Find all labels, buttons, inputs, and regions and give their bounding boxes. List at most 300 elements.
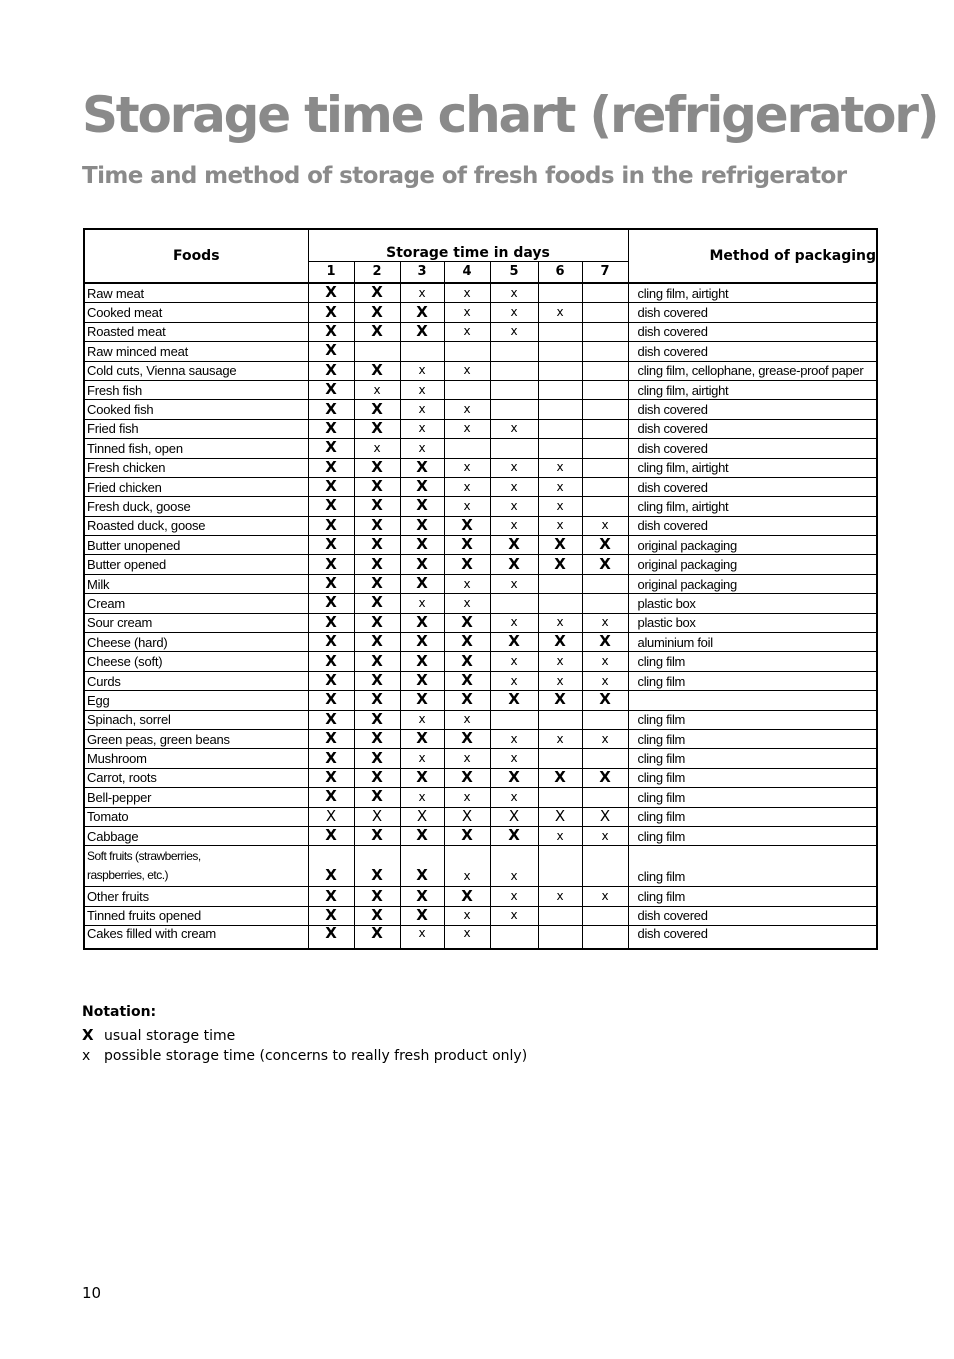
day-5-cell xyxy=(490,749,538,768)
usual-storage-mark: X xyxy=(416,496,428,515)
table-row xyxy=(84,555,877,574)
day-2-cell xyxy=(354,846,400,887)
usual-storage-mark: X xyxy=(325,632,337,651)
day-4-cell xyxy=(444,497,490,516)
day-4-cell xyxy=(444,439,490,458)
table-row xyxy=(84,846,877,887)
usual-storage-mark: X xyxy=(325,748,337,767)
usual-storage-mark: X xyxy=(325,283,337,302)
day-3-cell xyxy=(400,749,444,768)
usual-storage-mark: X xyxy=(554,690,566,709)
day-1-cell xyxy=(308,887,354,906)
food-name: Fried fish xyxy=(84,419,308,438)
packaging-method: dish covered xyxy=(628,322,877,341)
day-7-cell xyxy=(582,846,628,887)
day-6-cell xyxy=(538,439,582,458)
day-1-cell xyxy=(308,671,354,690)
day-2-cell xyxy=(354,671,400,690)
day-6-cell xyxy=(538,633,582,652)
packaging-method: aluminium foil xyxy=(628,633,877,652)
day-1-cell xyxy=(308,768,354,787)
usual-storage-mark: X xyxy=(325,361,337,379)
day-4-cell xyxy=(444,594,490,613)
packaging-method: cling film, airtight xyxy=(628,380,877,399)
possible-storage-mark: x xyxy=(510,869,518,884)
food-name: Carrot, roots xyxy=(84,768,308,787)
day-1-cell xyxy=(308,322,354,341)
usual-storage-mark: X xyxy=(508,554,520,573)
table-row xyxy=(84,574,877,593)
food-name: Tinned fruits opened xyxy=(84,906,308,925)
usual-storage-mark: X xyxy=(371,302,383,321)
food-name: Fresh chicken xyxy=(84,458,308,477)
usual-storage-mark: X xyxy=(325,302,337,321)
usual-storage-mark: X xyxy=(325,787,337,806)
usual-storage-mark: X xyxy=(325,322,337,340)
usual-storage-mark: X xyxy=(371,419,383,437)
usual-storage-mark: X xyxy=(416,886,428,905)
possible-storage-symbol: x xyxy=(82,1048,91,1064)
table-row xyxy=(84,926,877,950)
packaging-method: cling film xyxy=(628,788,877,807)
usual-storage-mark: X xyxy=(371,671,383,689)
usual-storage-mark: X xyxy=(371,477,383,496)
usual-storage-mark: X xyxy=(371,632,383,651)
day-1-cell xyxy=(308,380,354,399)
day-2-cell xyxy=(354,303,400,322)
day-6-cell xyxy=(538,594,582,613)
day-6-cell xyxy=(538,400,582,419)
usual-storage-mark: X xyxy=(325,516,337,534)
day-5-cell xyxy=(490,574,538,593)
day-5-cell xyxy=(490,691,538,710)
usual-storage-mark: X xyxy=(416,768,428,786)
day-5-cell xyxy=(490,536,538,555)
day-1-cell xyxy=(308,788,354,807)
food-name: Cream xyxy=(84,594,308,613)
usual-storage-mark: X xyxy=(371,906,383,924)
day-3-cell xyxy=(400,906,444,925)
day-4-cell xyxy=(444,419,490,438)
day-1-cell xyxy=(308,807,354,826)
usual-storage-mark: X xyxy=(371,866,383,885)
possible-storage-mark: x xyxy=(463,479,471,494)
day-7-cell xyxy=(582,594,628,613)
food-name: Cakes filled with cream xyxy=(84,926,308,950)
usual-storage-mark: X xyxy=(371,322,383,340)
possible-storage-mark: x xyxy=(556,615,564,630)
day-3-cell xyxy=(400,439,444,458)
table-row xyxy=(84,536,877,555)
day-7-cell xyxy=(582,633,628,652)
food-name: Tinned fish, open xyxy=(84,439,308,458)
food-name-line: Soft fruits (strawberries, xyxy=(87,849,201,864)
possible-storage-mark: x xyxy=(601,673,609,688)
usual-storage-mark: X xyxy=(325,535,337,554)
day-1-cell xyxy=(308,555,354,574)
possible-storage-mark: x xyxy=(418,285,426,300)
food-name: Green peas, green beans xyxy=(84,729,308,748)
usual-storage-mark: X xyxy=(371,651,383,670)
day-6-cell xyxy=(538,710,582,729)
day-1-cell xyxy=(308,303,354,322)
page-subtitle: Time and method of storage of fresh foods in the refrigerator xyxy=(82,163,847,189)
day-5-cell xyxy=(490,419,538,438)
usual-storage-mark: X xyxy=(371,283,383,302)
day-header: 4 xyxy=(444,261,490,283)
day-4-cell xyxy=(444,303,490,322)
packaging-method: plastic box xyxy=(628,594,877,613)
day-4-cell xyxy=(444,906,490,925)
table-row xyxy=(84,380,877,399)
possible-storage-mark: x xyxy=(510,498,518,513)
storage-time-table xyxy=(83,228,878,950)
possible-storage-mark: x xyxy=(463,869,471,884)
food-name: Raw meat xyxy=(84,283,308,303)
table-row xyxy=(84,458,877,477)
day-5-cell xyxy=(490,303,538,322)
food-name xyxy=(84,846,308,887)
usual-storage-mark: X xyxy=(371,535,383,554)
day-6-cell xyxy=(538,613,582,632)
day-3-cell xyxy=(400,458,444,477)
possible-storage-mark: x xyxy=(463,712,471,727)
table-row xyxy=(84,400,877,419)
day-6-cell xyxy=(538,361,582,380)
possible-storage-mark: x xyxy=(601,828,609,843)
day-4-cell xyxy=(444,710,490,729)
possible-storage-mark: x xyxy=(463,460,471,475)
food-name: Fresh fish xyxy=(84,380,308,399)
usual-storage-mark: X xyxy=(325,593,337,612)
day-2-cell xyxy=(354,322,400,341)
day-1-cell xyxy=(308,729,354,748)
day-5-cell xyxy=(490,497,538,516)
usual-storage-mark: X xyxy=(371,768,383,786)
packaging-method: cling film, airtight xyxy=(628,458,877,477)
possible-storage-mark: x xyxy=(556,479,564,494)
usual-storage-mark: X xyxy=(371,807,383,825)
possible-storage-mark: x xyxy=(601,518,609,533)
day-7-cell xyxy=(582,768,628,787)
packaging-method: cling film xyxy=(628,846,877,887)
day-2-cell xyxy=(354,497,400,516)
possible-storage-mark: x xyxy=(601,731,609,746)
day-4-cell xyxy=(444,749,490,768)
usual-storage-mark: X xyxy=(461,613,473,631)
usual-storage-mark: X xyxy=(508,807,520,825)
day-6-cell xyxy=(538,691,582,710)
day-1-cell xyxy=(308,652,354,671)
usual-storage-mark: X xyxy=(371,710,383,728)
usual-storage-mark: X xyxy=(554,807,566,825)
packaging-method: dish covered xyxy=(628,439,877,458)
table-row xyxy=(84,633,877,652)
possible-storage-mark: x xyxy=(556,828,564,843)
usual-storage-mark: X xyxy=(371,826,383,845)
day-1-cell xyxy=(308,613,354,632)
table-row xyxy=(84,691,877,710)
day-5-cell xyxy=(490,380,538,399)
usual-storage-mark: X xyxy=(461,651,473,670)
food-name: Bell-pepper xyxy=(84,788,308,807)
day-1-cell xyxy=(308,361,354,380)
day-header: 5 xyxy=(490,261,538,283)
day-3-cell xyxy=(400,516,444,535)
usual-storage-mark: X xyxy=(599,768,611,786)
day-7-cell xyxy=(582,788,628,807)
day-6-cell xyxy=(538,283,582,303)
day-2-cell xyxy=(354,342,400,361)
usual-storage-mark: X xyxy=(325,651,337,670)
usual-storage-mark: X xyxy=(371,690,383,709)
usual-storage-mark: X xyxy=(371,787,383,806)
day-2-cell xyxy=(354,710,400,729)
day-7-cell xyxy=(582,906,628,925)
day-1-cell xyxy=(308,536,354,555)
usual-storage-mark: X xyxy=(599,690,611,709)
usual-storage-mark: X xyxy=(508,826,520,845)
day-header: 2 xyxy=(354,261,400,283)
possible-storage-mark: x xyxy=(418,926,426,941)
day-7-cell xyxy=(582,283,628,303)
day-7-cell xyxy=(582,322,628,341)
usual-storage-mark: X xyxy=(461,671,473,689)
day-4-cell xyxy=(444,729,490,748)
possible-storage-mark: x xyxy=(418,421,426,436)
day-5-cell xyxy=(490,361,538,380)
day-4-cell xyxy=(444,322,490,341)
day-2-cell xyxy=(354,826,400,845)
usual-storage-mark: X xyxy=(416,613,428,631)
day-3-cell xyxy=(400,283,444,303)
day-2-cell xyxy=(354,887,400,906)
usual-storage-mark: X xyxy=(371,361,383,379)
day-5-cell xyxy=(490,477,538,496)
storage-time-header: Storage time in days xyxy=(308,229,628,261)
possible-storage-mark: x xyxy=(463,576,471,591)
day-3-cell xyxy=(400,477,444,496)
packaging-method: cling film xyxy=(628,749,877,768)
usual-storage-mark: X xyxy=(371,496,383,515)
table-row xyxy=(84,729,877,748)
packaging-method: cling film xyxy=(628,729,877,748)
day-2-cell xyxy=(354,536,400,555)
day-5-cell xyxy=(490,788,538,807)
usual-storage-mark: X xyxy=(371,516,383,534)
day-5-cell xyxy=(490,322,538,341)
day-2-cell xyxy=(354,594,400,613)
usual-storage-symbol: X xyxy=(82,1026,94,1044)
page-title: Storage time chart (refrigerator) xyxy=(82,86,938,144)
day-1-cell xyxy=(308,458,354,477)
food-name: Butter opened xyxy=(84,555,308,574)
notation-legend xyxy=(82,1004,527,1068)
usual-storage-mark: X xyxy=(416,302,428,321)
table-row xyxy=(84,361,877,380)
usual-storage-mark: X xyxy=(461,807,473,825)
day-6-cell xyxy=(538,516,582,535)
food-name: Sour cream xyxy=(84,613,308,632)
day-4-cell xyxy=(444,652,490,671)
day-4-cell xyxy=(444,633,490,652)
day-5-cell xyxy=(490,516,538,535)
table-row xyxy=(84,477,877,496)
possible-storage-mark: x xyxy=(510,518,518,533)
possible-storage-mark: x xyxy=(510,479,518,494)
food-name: Fresh duck, goose xyxy=(84,497,308,516)
day-2-cell xyxy=(354,807,400,826)
day-header: 6 xyxy=(538,261,582,283)
usual-storage-mark: X xyxy=(599,807,611,825)
food-name: Mushroom xyxy=(84,749,308,768)
day-5-cell xyxy=(490,906,538,925)
table-row xyxy=(84,516,877,535)
day-5-cell xyxy=(490,671,538,690)
day-5-cell xyxy=(490,768,538,787)
day-6-cell xyxy=(538,555,582,574)
packaging-method: cling film, airtight xyxy=(628,497,877,516)
day-1-cell xyxy=(308,691,354,710)
day-5-cell xyxy=(490,807,538,826)
day-2-cell xyxy=(354,788,400,807)
day-4-cell xyxy=(444,846,490,887)
day-2-cell xyxy=(354,652,400,671)
possible-storage-mark: x xyxy=(418,363,426,378)
packaging-method xyxy=(628,691,877,710)
day-4-cell xyxy=(444,613,490,632)
possible-storage-mark: x xyxy=(463,926,471,941)
possible-storage-mark: x xyxy=(463,421,471,436)
usual-storage-mark: X xyxy=(325,341,337,360)
possible-storage-mark: x xyxy=(556,889,564,904)
day-3-cell xyxy=(400,613,444,632)
possible-storage-mark: x xyxy=(510,654,518,669)
day-7-cell xyxy=(582,926,628,950)
usual-storage-mark: X xyxy=(554,554,566,573)
day-6-cell xyxy=(538,342,582,361)
usual-storage-mark: X xyxy=(325,826,337,845)
day-5-cell xyxy=(490,400,538,419)
day-4-cell xyxy=(444,768,490,787)
page-number: 10 xyxy=(82,1284,102,1302)
day-1-cell xyxy=(308,439,354,458)
usual-storage-mark: X xyxy=(371,554,383,573)
table-row xyxy=(84,342,877,361)
usual-storage-mark: X xyxy=(508,690,520,709)
usual-storage-mark: X xyxy=(461,729,473,748)
day-6-cell xyxy=(538,729,582,748)
day-3-cell xyxy=(400,380,444,399)
possible-storage-mark: x xyxy=(418,382,426,397)
food-name: Cooked meat xyxy=(84,303,308,322)
usual-storage-mark: X xyxy=(416,690,428,709)
food-name: Cheese (hard) xyxy=(84,633,308,652)
day-2-cell xyxy=(354,574,400,593)
day-1-cell xyxy=(308,594,354,613)
day-3-cell xyxy=(400,633,444,652)
day-6-cell xyxy=(538,826,582,845)
day-2-cell xyxy=(354,458,400,477)
table-row xyxy=(84,303,877,322)
day-3-cell xyxy=(400,926,444,950)
usual-storage-mark: X xyxy=(416,729,428,748)
notation-text: usual storage time xyxy=(104,1028,236,1044)
packaging-method: dish covered xyxy=(628,419,877,438)
day-1-cell xyxy=(308,846,354,887)
table-body xyxy=(84,283,877,949)
day-6-cell xyxy=(538,652,582,671)
day-5-cell xyxy=(490,555,538,574)
table-row xyxy=(84,594,877,613)
packaging-method: dish covered xyxy=(628,516,877,535)
day-6-cell xyxy=(538,906,582,925)
food-name-line: raspberries, etc.) xyxy=(87,868,169,883)
usual-storage-mark: X xyxy=(416,906,428,924)
food-name: Curds xyxy=(84,671,308,690)
notation-item xyxy=(82,1028,527,1048)
day-3-cell xyxy=(400,361,444,380)
usual-storage-mark: X xyxy=(416,826,428,845)
packaging-method: cling film xyxy=(628,807,877,826)
day-2-cell xyxy=(354,926,400,950)
day-2-cell xyxy=(354,555,400,574)
day-4-cell xyxy=(444,536,490,555)
day-7-cell xyxy=(582,458,628,477)
day-7-cell xyxy=(582,652,628,671)
possible-storage-mark: x xyxy=(418,712,426,727)
day-5-cell xyxy=(490,729,538,748)
day-6-cell xyxy=(538,926,582,950)
day-7-cell xyxy=(582,516,628,535)
day-3-cell xyxy=(400,788,444,807)
packaging-method: original packaging xyxy=(628,536,877,555)
day-4-cell xyxy=(444,342,490,361)
possible-storage-mark: x xyxy=(373,440,381,455)
food-name: Cabbage xyxy=(84,826,308,845)
day-2-cell xyxy=(354,633,400,652)
usual-storage-mark: X xyxy=(371,593,383,612)
day-3-cell xyxy=(400,342,444,361)
table-row xyxy=(84,419,877,438)
day-2-cell xyxy=(354,419,400,438)
day-3-cell xyxy=(400,419,444,438)
day-3-cell xyxy=(400,555,444,574)
usual-storage-mark: X xyxy=(371,925,383,943)
possible-storage-mark: x xyxy=(510,615,518,630)
day-4-cell xyxy=(444,926,490,950)
day-2-cell xyxy=(354,768,400,787)
day-7-cell xyxy=(582,749,628,768)
possible-storage-mark: x xyxy=(510,789,518,804)
usual-storage-mark: X xyxy=(554,768,566,786)
day-3-cell xyxy=(400,497,444,516)
possible-storage-mark: x xyxy=(510,305,518,320)
day-1-cell xyxy=(308,749,354,768)
packaging-method: cling film, cellophane, grease-proof paper xyxy=(628,361,877,380)
notation-title: Notation: xyxy=(82,1004,157,1020)
day-7-cell xyxy=(582,691,628,710)
packaging-method: dish covered xyxy=(628,477,877,496)
day-7-cell xyxy=(582,400,628,419)
possible-storage-mark: x xyxy=(601,654,609,669)
table-row xyxy=(84,671,877,690)
day-1-cell xyxy=(308,633,354,652)
day-6-cell xyxy=(538,807,582,826)
day-header: 3 xyxy=(400,261,444,283)
day-5-cell xyxy=(490,887,538,906)
possible-storage-mark: x xyxy=(510,889,518,904)
